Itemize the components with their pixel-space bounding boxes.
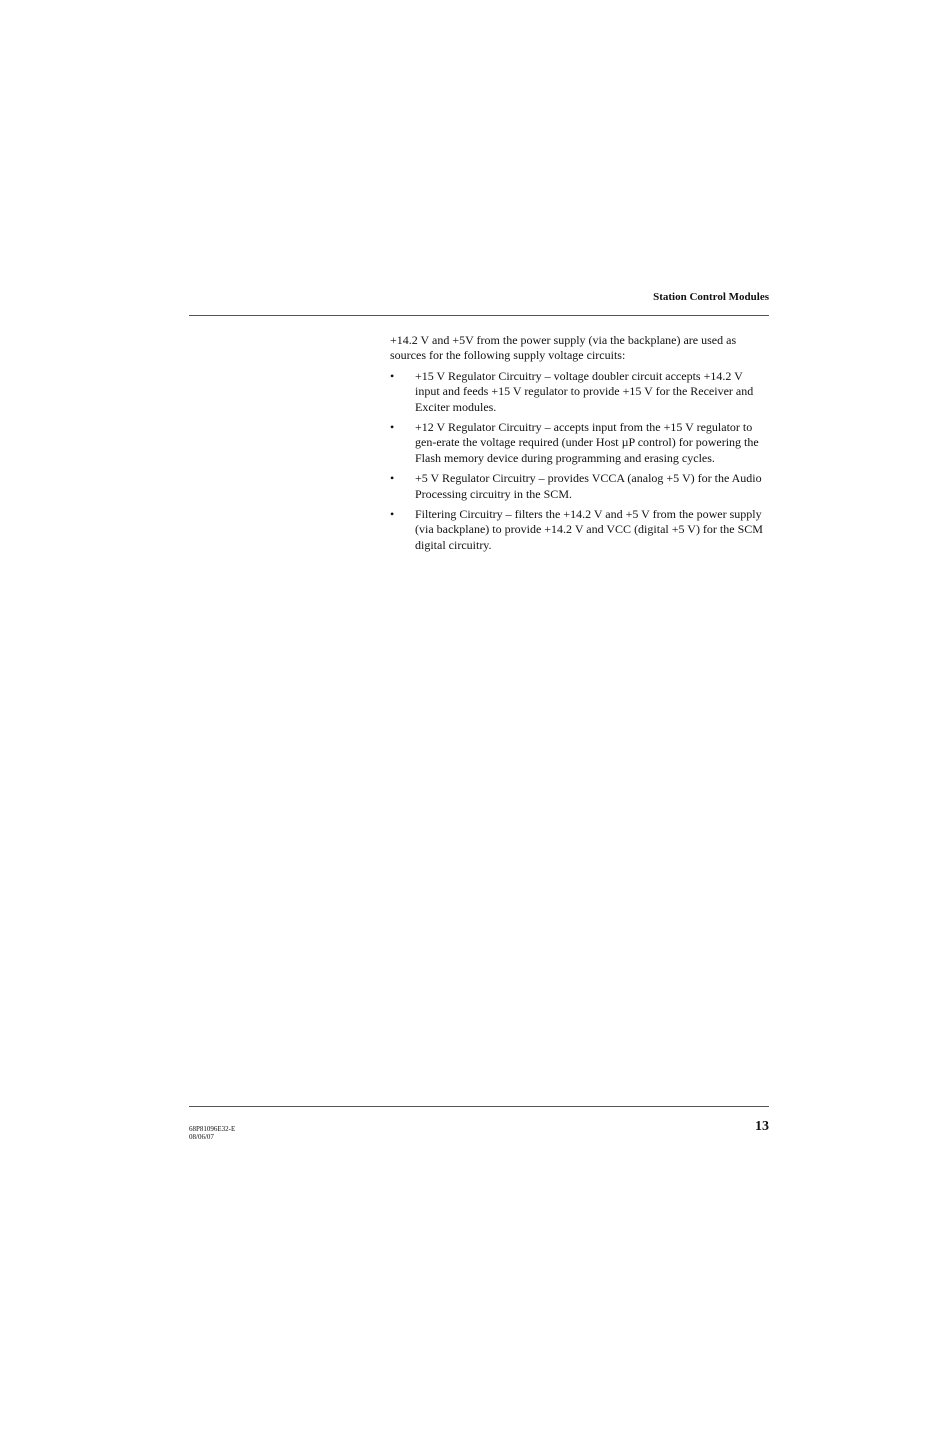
bullet-list	[390, 369, 770, 553]
footer-rule	[189, 1106, 769, 1107]
list-item	[390, 507, 770, 553]
header-rule	[189, 315, 769, 316]
list-item-text: +12 V Regulator Circuitry – accepts input from the +15 V regulator to gen-erate the voltage required (under Host µP control) for powering the Flash memory device during programming and erasing cycles.	[415, 420, 759, 465]
doc-number: 68P81096E32-E	[189, 1125, 236, 1133]
list-item	[390, 369, 770, 415]
bullet-icon: •	[390, 420, 395, 435]
intro-paragraph: +14.2 V and +5V from the power supply (via the backplane) are used as sources for the following supply voltage circuits:	[390, 333, 737, 363]
bullet-icon: •	[390, 507, 395, 522]
running-header: Station Control Modules	[653, 291, 769, 303]
footer-info	[189, 1125, 235, 1141]
page-number: 13	[755, 1119, 769, 1134]
body-text	[390, 333, 770, 558]
bullet-icon: •	[390, 368, 395, 383]
list-item-text: +5 V Regulator Circuitry – provides VCCA (analog +5 V) for the Audio Processing circuitry in the SCM.	[415, 471, 762, 501]
bullet-icon: •	[390, 471, 395, 486]
list-item	[390, 420, 770, 466]
list-item-text: Filtering Circuitry – filters the +14.2 V and +5 V from the power supply (via backplane) to provide +14.2 V and VCC (digital +5 V) for the SCM digital circuitry.	[415, 507, 763, 552]
doc-date: 08/06/07	[189, 1133, 214, 1141]
list-item	[390, 471, 770, 502]
list-item-text: +15 V Regulator Circuitry – voltage doubler circuit accepts +14.2 V input and feeds +15 V regulator to provide +15 V for the Receiver and Exciter modules.	[415, 368, 754, 414]
